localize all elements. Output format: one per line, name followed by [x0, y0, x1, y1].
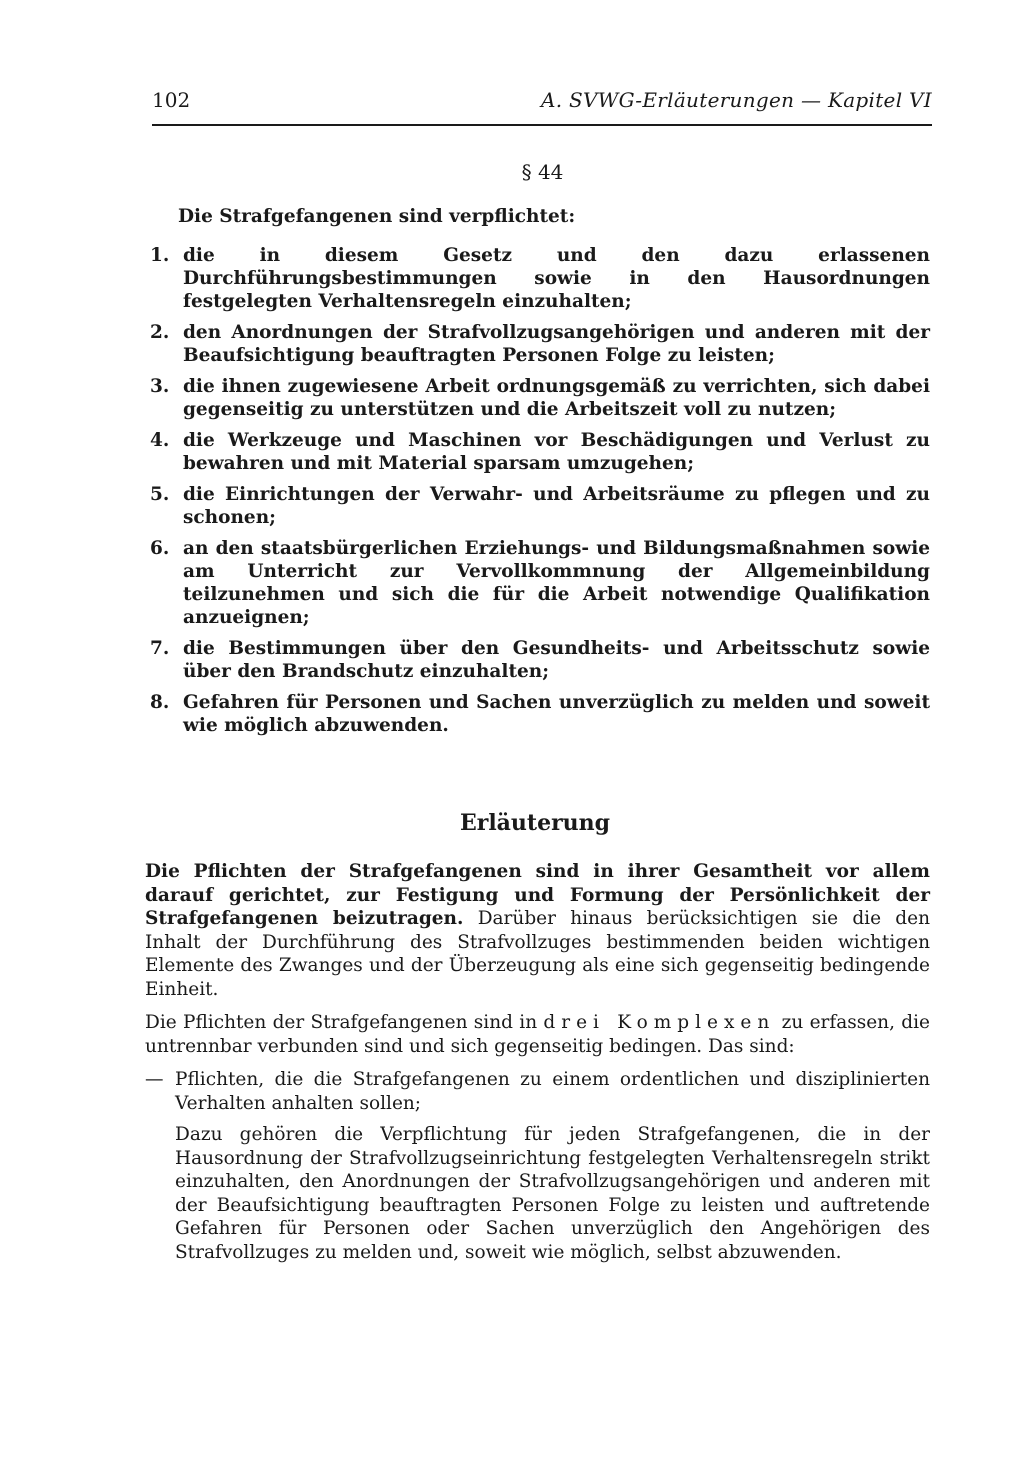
dash-item-detail: Dazu gehören die Verpflichtung für jeden Strafgefangenen, die in der Hausordnung der Strafvollzugseinrichtung festgelegten Verhaltensregeln strikt einzuhalten, den Anordnungen der Strafvollzugsangehörigen und anderen mit der Beaufsichtigung beauftragten Personen Folge zu leisten und auftretende Gefahren für Personen oder Sachen unverzüglich den Angehörigen des Strafvollzuges zu melden und, soweit wie möglich, selbst abzuwenden. [175, 1124, 930, 1263]
statute-intro: Die Strafgefangenen sind verpflichtet: [178, 206, 576, 227]
statute-item-number: 2. [150, 322, 170, 343]
dash-list-item [145, 1068, 930, 1115]
commentary-paragraph [145, 860, 930, 1001]
dash-bullet: — [145, 1069, 164, 1090]
page-header [152, 88, 932, 126]
statute-item-text: den Anordnungen der Strafvollzugsangehörigen und anderen mit der Beaufsichtigung beauftragten Personen Folge zu leisten; [183, 322, 930, 366]
statute-item-text: die Einrichtungen der Verwahr- und Arbeitsräume zu pflegen und zu schonen; [183, 484, 930, 528]
statute-item-text: die Werkzeuge und Maschinen vor Beschädigungen und Verlust zu bewahren und mit Material sparsam umzugehen; [183, 430, 930, 474]
commentary-text: Darüber hinaus berücksichtigen sie die den Inhalt der Durchführung des Strafvollzuges bestimmenden beiden wichtigen Elemente des Zwanges und der Überzeugung als eine sich gegenseitig bedingende Einheit. [145, 908, 930, 1000]
statute-item [150, 375, 930, 421]
statute-item-text: die in diesem Gesetz und den dazu erlassenen Durchführungsbestimmungen sowie in den Hausordnungen festgelegten Verhaltensregeln einzuhalten; [183, 245, 930, 312]
commentary-body [145, 860, 930, 1264]
statute-item [150, 537, 930, 629]
statute-item-number: 7. [150, 638, 170, 659]
statute-item-number: 4. [150, 430, 170, 451]
statute-item-number: 5. [150, 484, 170, 505]
dash-item-text: Pflichten, die die Strafgefangenen zu einem ordentlichen und disziplinierten Verhalten anhalten sollen; [175, 1069, 930, 1114]
commentary-paragraph [145, 1011, 930, 1058]
statute-item-number: 8. [150, 692, 170, 713]
statute-item [150, 429, 930, 475]
commentary-bold-lead: Die Pflichten der Strafgefangenen sind in ihrer Gesamtheit vor allem darauf gerichtet, zur Festigung und Formung der Persönlichkeit der Strafgefangenen beizutragen. [145, 861, 930, 929]
commentary-text: zu erfassen, die untrennbar verbunden sind und sich gegenseitig bedingen. Das sind: [145, 1012, 930, 1057]
statute-item-text: Gefahren für Personen und Sachen unverzüglich zu melden und soweit wie möglich abzuwenden. [183, 692, 930, 736]
statute-item [150, 244, 930, 313]
section-heading: § 44 [521, 160, 564, 184]
statute-item [150, 637, 930, 683]
page-number: 102 [152, 88, 191, 112]
statute-list [150, 244, 930, 745]
commentary-text: Die Pflichten der Strafgefangenen sind in [145, 1012, 544, 1033]
statute-item-text: an den staatsbürgerlichen Erziehungs- und Bildungsmaßnahmen sowie am Unterricht zur Vervollkommnung der Allgemeinbildung teilzunehmen und sich die für die Arbeit notwendige Qualifikation anzueignen; [183, 538, 930, 628]
statute-item-text: die ihnen zugewiesene Arbeit ordnungsgemäß zu verrichten, sich dabei gegenseitig zu unterstützen und die Arbeitszeit voll zu nutzen; [183, 376, 930, 420]
statute-item-text: die Bestimmungen über den Gesundheits- und Arbeitsschutz sowie über den Brandschutz einzuhalten; [183, 638, 930, 682]
emphasis-spaced: drei Komplexen [543, 1012, 776, 1033]
statute-item [150, 483, 930, 529]
statute-item-number: 3. [150, 376, 170, 397]
statute-item-number: 6. [150, 538, 170, 559]
commentary-heading: Erläuterung [459, 810, 611, 836]
statute-item-number: 1. [150, 245, 170, 266]
statute-item [150, 321, 930, 367]
running-title: A. SVWG-Erläuterungen — Kapitel VI [541, 88, 932, 112]
statute-item [150, 691, 930, 737]
